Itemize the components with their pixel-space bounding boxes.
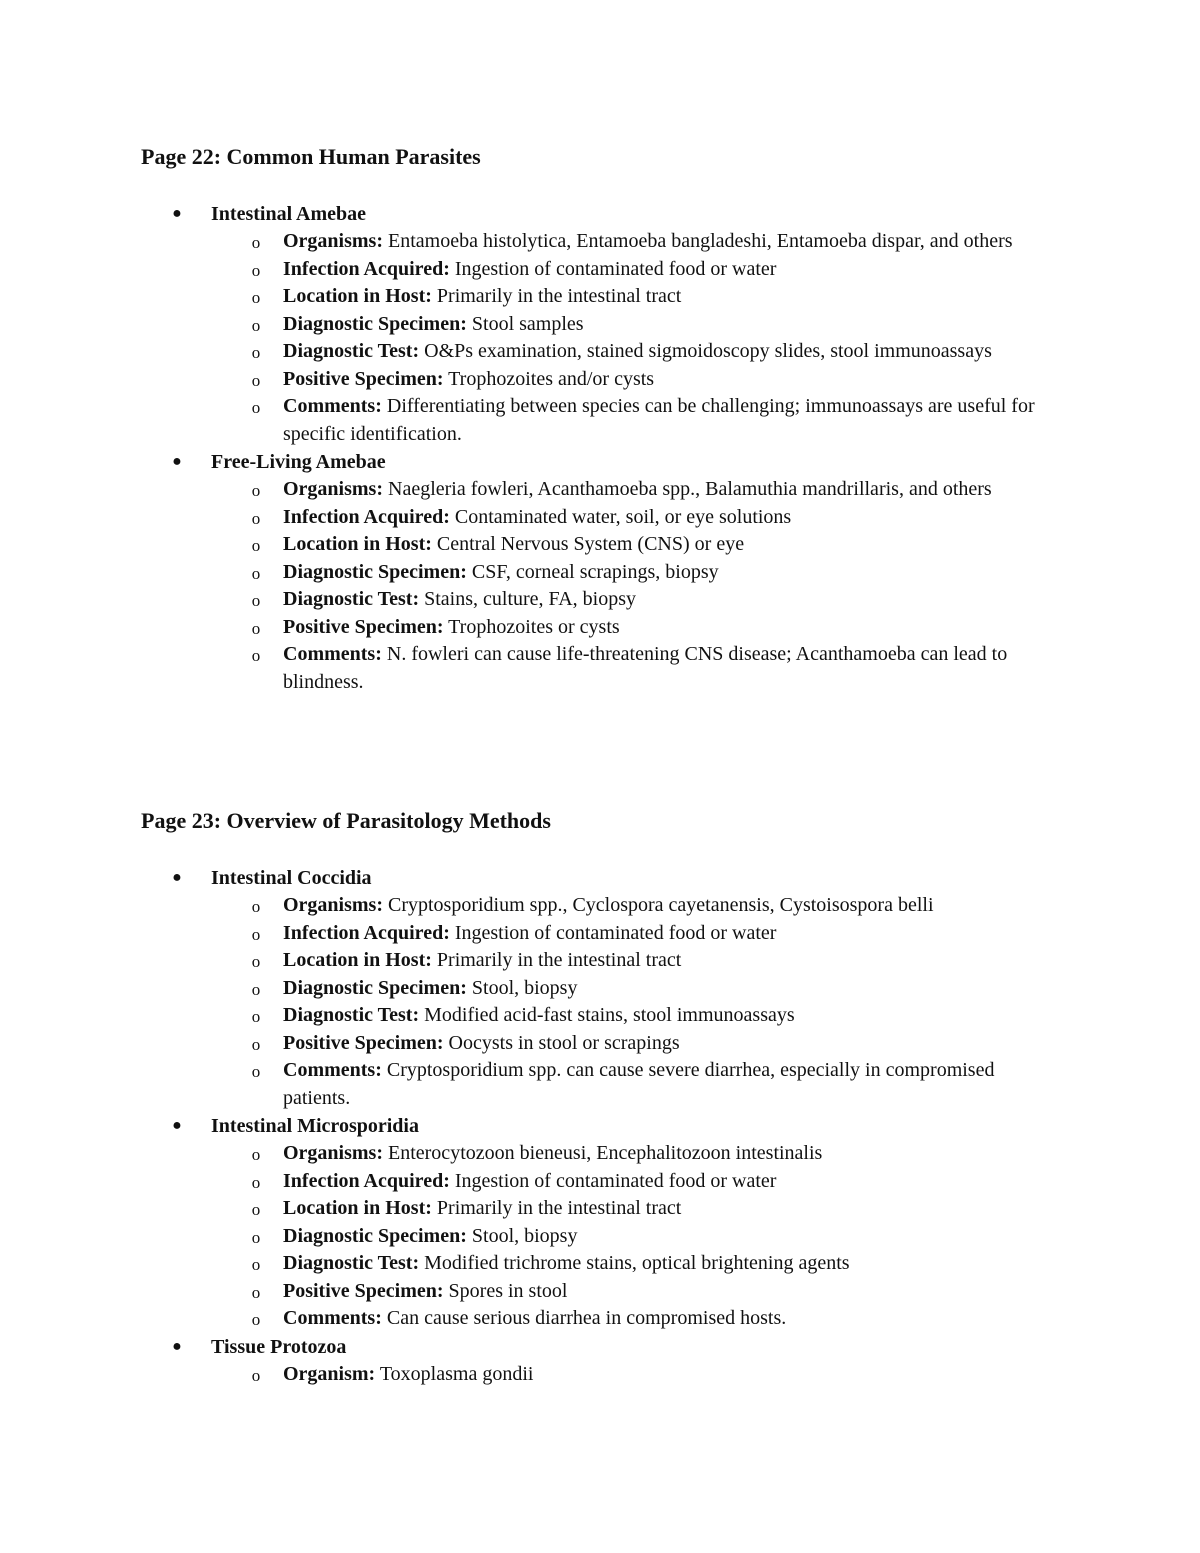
circle-bullet-icon: o xyxy=(251,1062,261,1081)
list-item xyxy=(0,1223,1063,1251)
group-title-text: Intestinal Coccidia xyxy=(211,867,372,889)
group-intestinal-coccidia xyxy=(0,864,1200,1112)
circle-bullet-icon: o xyxy=(251,563,261,583)
list-item xyxy=(0,228,1063,256)
list-item xyxy=(0,1168,1063,1196)
list-item xyxy=(0,1057,1063,1112)
entry-label: Comments: xyxy=(283,1307,382,1329)
circle-bullet-icon: o xyxy=(251,1365,261,1385)
circle-bullet-icon: o xyxy=(251,536,261,555)
circle-bullet-icon: o xyxy=(251,370,261,390)
list-item xyxy=(0,1030,1063,1058)
entry-text: Trophozoites or cysts xyxy=(448,615,620,638)
list-item xyxy=(0,1361,1063,1389)
entry-text: Primarily in the intestinal tract xyxy=(436,1197,682,1219)
group-intestinal-amebae xyxy=(0,200,1200,448)
group-title-text: Intestinal Microsporidia xyxy=(211,1115,419,1137)
list-item xyxy=(0,366,1063,394)
circle-bullet-icon: o xyxy=(251,1034,261,1054)
circle-bullet-icon: o xyxy=(251,260,261,280)
list-item xyxy=(0,1278,1063,1306)
entry-text: Naegleria fowleri, Acanthamoeba spp., Balamuthia mandrillaris, and others xyxy=(388,478,992,500)
group-title-text: Tissue Protozoa xyxy=(211,1335,347,1358)
group-tissue-protozoa xyxy=(0,1333,1200,1389)
entry-text: Stool samples xyxy=(471,312,584,335)
entry-label: Comments: xyxy=(283,395,382,417)
section-body-page-22 xyxy=(0,200,1200,696)
entry-text: Ingestion of contaminated food or water xyxy=(454,1169,777,1192)
entry-text: Entamoeba histolytica, Entamoeba bangladeshi, Entamoeba dispar, and others xyxy=(388,230,1013,252)
circle-bullet-icon: o xyxy=(251,924,261,944)
list-item xyxy=(0,920,1063,948)
entry-label: Infection Acquired: xyxy=(283,1169,450,1192)
circle-bullet-icon: o xyxy=(251,1200,261,1219)
entry-label: Positive Specimen: xyxy=(283,367,444,390)
entry-label: Location in Host: xyxy=(283,949,432,971)
list-item xyxy=(0,531,1063,559)
entry-text: Stool, biopsy xyxy=(471,976,578,999)
circle-bullet-icon: o xyxy=(251,1310,261,1329)
entry-text: Modified acid-fast stains, stool immunoassays xyxy=(424,1004,795,1026)
entry-label: Organisms: xyxy=(283,894,383,916)
bullet-icon: ● xyxy=(172,1117,182,1134)
entry-text: Stool, biopsy xyxy=(471,1224,578,1247)
list-item xyxy=(0,947,1063,975)
circle-bullet-icon: o xyxy=(251,1007,261,1026)
group-title xyxy=(0,1333,1200,1361)
list-item xyxy=(0,1250,1063,1278)
entry-label: Infection Acquired: xyxy=(283,921,450,944)
entry-text: CSF, corneal scrapings, biopsy xyxy=(471,560,719,583)
circle-bullet-icon: o xyxy=(251,1227,261,1247)
entry-text: Central Nervous System (CNS) or eye xyxy=(436,533,745,555)
entry-label: Diagnostic Specimen: xyxy=(283,976,467,999)
entry-text: Cryptosporidium spp., Cyclospora cayetanensis, Cystoisospora belli xyxy=(388,894,934,916)
entry-label: Diagnostic Test: xyxy=(283,1004,420,1026)
entry-text: N. fowleri can cause life-threatening CNS disease; Acanthamoeba can lead to blindness. xyxy=(283,643,1008,693)
list-item xyxy=(0,504,1063,532)
group-title xyxy=(0,448,1200,476)
entry-text: Differentiating between species can be challenging; immunoassays are useful for specific identification. xyxy=(283,395,1035,445)
entry-label: Diagnostic Test: xyxy=(283,588,420,610)
entry-text: Modified trichrome stains, optical brightening agents xyxy=(424,1252,850,1274)
entry-label: Positive Specimen: xyxy=(283,1031,444,1054)
entry-label: Diagnostic Specimen: xyxy=(283,560,467,583)
entry-label: Infection Acquired: xyxy=(283,505,450,528)
entry-label: Diagnostic Specimen: xyxy=(283,312,467,335)
entry-text: Cryptosporidium spp. can cause severe diarrhea, especially in compromised patients. xyxy=(283,1059,995,1109)
entry-text: Spores in stool xyxy=(448,1279,568,1302)
circle-bullet-icon: o xyxy=(251,1282,261,1302)
entry-label: Comments: xyxy=(283,643,382,665)
entry-text: Toxoplasma gondii xyxy=(379,1362,534,1385)
bullet-icon: ● xyxy=(172,205,182,222)
entry-text: Primarily in the intestinal tract xyxy=(436,285,682,307)
group-title-text: Intestinal Amebae xyxy=(211,203,366,225)
list-item xyxy=(0,1140,1063,1168)
bullet-icon: ● xyxy=(172,453,182,470)
circle-bullet-icon: o xyxy=(251,508,261,528)
list-item xyxy=(0,641,1063,696)
list-item xyxy=(0,1305,1063,1333)
list-item xyxy=(0,892,1063,920)
entry-label: Positive Specimen: xyxy=(283,615,444,638)
list-item xyxy=(0,283,1063,311)
section-heading-page-23: Page 23: Overview of Parasitology Methods xyxy=(141,808,551,833)
entry-label: Location in Host: xyxy=(283,1197,432,1219)
circle-bullet-icon: o xyxy=(251,288,261,307)
group-free-living-amebae xyxy=(0,448,1200,696)
entry-label: Location in Host: xyxy=(283,533,432,555)
entry-label: Comments: xyxy=(283,1059,382,1081)
list-item xyxy=(0,975,1063,1003)
list-item xyxy=(0,256,1063,284)
list-item xyxy=(0,1195,1063,1223)
list-item xyxy=(0,338,1063,366)
circle-bullet-icon: o xyxy=(251,1172,261,1192)
group-title xyxy=(0,200,1200,228)
circle-bullet-icon: o xyxy=(251,343,261,362)
circle-bullet-icon: o xyxy=(251,591,261,610)
section-heading-page-22: Page 22: Common Human Parasites xyxy=(141,144,481,169)
circle-bullet-icon: o xyxy=(251,233,261,252)
list-item xyxy=(0,559,1063,587)
entry-label: Organisms: xyxy=(283,1142,383,1164)
entry-text: Oocysts in stool or scrapings xyxy=(448,1031,680,1054)
entry-text: Stains, culture, FA, biopsy xyxy=(424,588,636,610)
entry-text: O&Ps examination, stained sigmoidoscopy slides, stool immunoassays xyxy=(424,340,992,362)
entry-text: Primarily in the intestinal tract xyxy=(436,949,682,971)
circle-bullet-icon: o xyxy=(251,1145,261,1164)
circle-bullet-icon: o xyxy=(251,646,261,665)
entry-label: Organisms: xyxy=(283,478,383,500)
group-title xyxy=(0,1112,1200,1140)
entry-text: Can cause serious diarrhea in compromised hosts. xyxy=(386,1307,787,1329)
circle-bullet-icon: o xyxy=(251,481,261,500)
entry-label: Diagnostic Test: xyxy=(283,1252,420,1274)
circle-bullet-icon: o xyxy=(251,897,261,916)
entry-label: Diagnostic Test: xyxy=(283,340,420,362)
entry-text: Enterocytozoon bieneusi, Encephalitozoon intestinalis xyxy=(388,1142,823,1164)
circle-bullet-icon: o xyxy=(251,1255,261,1274)
entry-label: Diagnostic Specimen: xyxy=(283,1224,467,1247)
circle-bullet-icon: o xyxy=(251,979,261,999)
bullet-icon: ● xyxy=(172,869,182,886)
circle-bullet-icon: o xyxy=(251,315,261,335)
entry-label: Organism: xyxy=(283,1362,376,1385)
circle-bullet-icon: o xyxy=(251,952,261,971)
bullet-icon: ● xyxy=(172,1337,182,1355)
entry-label: Positive Specimen: xyxy=(283,1279,444,1302)
list-item xyxy=(0,586,1063,614)
entry-label: Organisms: xyxy=(283,230,383,252)
list-item xyxy=(0,476,1063,504)
circle-bullet-icon: o xyxy=(251,618,261,638)
group-title-text: Free-Living Amebae xyxy=(211,451,386,473)
group-title xyxy=(0,864,1200,892)
circle-bullet-icon: o xyxy=(251,398,261,417)
entry-text: Ingestion of contaminated food or water xyxy=(454,257,777,280)
entry-text: Contaminated water, soil, or eye solutions xyxy=(454,505,792,528)
list-item xyxy=(0,614,1063,642)
list-item xyxy=(0,393,1063,448)
entry-text: Trophozoites and/or cysts xyxy=(448,367,655,390)
entry-label: Location in Host: xyxy=(283,285,432,307)
list-item xyxy=(0,1002,1063,1030)
section-body-page-23 xyxy=(0,864,1200,1388)
entry-label: Infection Acquired: xyxy=(283,257,450,280)
list-item xyxy=(0,311,1063,339)
group-intestinal-microsporidia xyxy=(0,1112,1200,1333)
entry-text: Ingestion of contaminated food or water xyxy=(454,921,777,944)
